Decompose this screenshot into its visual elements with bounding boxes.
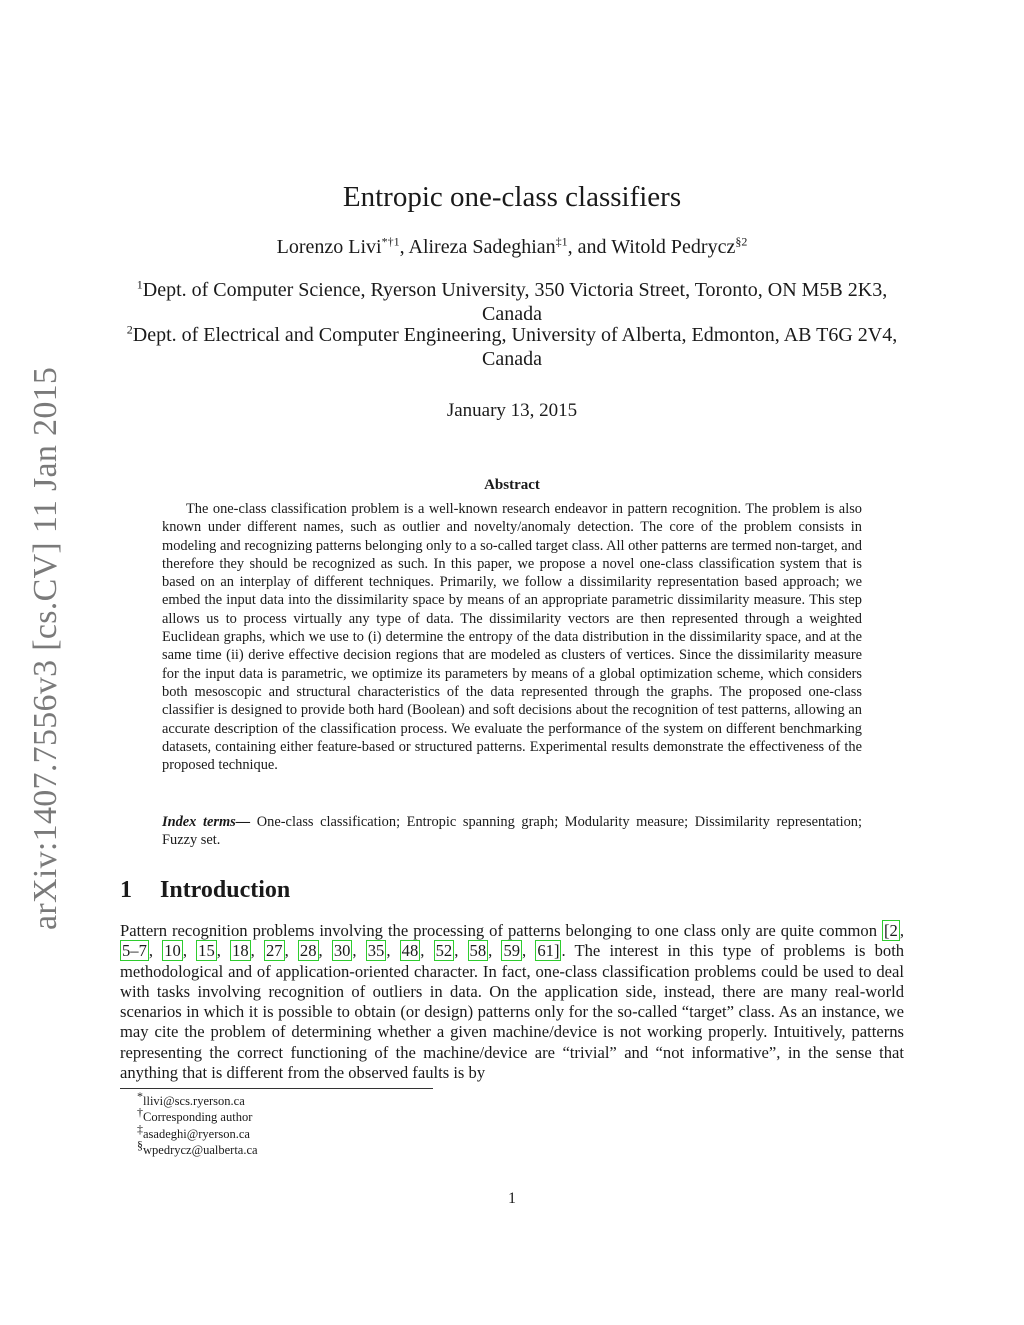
- index-terms: [162, 813, 862, 850]
- citation-link[interactable]: [2: [884, 921, 898, 940]
- citation-link[interactable]: 48: [401, 941, 419, 961]
- footnote-email[interactable]: asadeghi@ryerson.ca: [143, 1126, 250, 1141]
- paper-date: January 13, 2015: [446, 400, 578, 421]
- footnote-email[interactable]: llivi@scs.ryerson.ca: [143, 1094, 245, 1108]
- affiliation-text: Dept. of Electrical and Computer Engineering, University of Alberta, Edmonton, AB T6G 2V4, Canada: [132, 324, 898, 370]
- footnote-item: [137, 1088, 258, 1109]
- index-terms-label: Index terms—: [162, 814, 251, 830]
- author-mark: ‡1: [555, 234, 568, 249]
- author-separator: , and: [567, 236, 612, 258]
- citation-link[interactable]: 28: [299, 941, 317, 961]
- affiliation-text: Dept. of Computer Science, Ryerson University, 350 Victoria Street, Toronto, ON M5B 2K3, Canada: [142, 279, 888, 325]
- page-number: 1: [508, 1190, 516, 1207]
- footnotes: [137, 1088, 258, 1158]
- citation-separator: ,: [216, 941, 231, 961]
- intro-text-rest: . The interest in this type of problems is both methodological and of application-oriented character. In fact, one-class classification problems could be used to deal with tasks involving recognition of outliers in data. On the application side, instead, there are many real-world scenarios in which it is possible to obtain (or design) patterns only for the so-called “target” class. As an instance, we may cite the problem of determining whether a given machine/device is not working properly. Intuitively, patterns representing the correct functioning of the machine/device are “trivial” and “not informative”, in the sense that anything that is different from the observed faults is by: [120, 941, 905, 1083]
- author-separator: ,: [399, 236, 409, 258]
- footnote-mark: ‡: [137, 1121, 143, 1136]
- intro-text-start: Pattern recognition problems involving the processing of patterns belonging to one class only are quite common: [120, 921, 883, 940]
- footnote-item: [137, 1121, 258, 1142]
- footnote-item: [137, 1105, 258, 1125]
- citation-link[interactable]: 35: [367, 941, 385, 961]
- citation-separator: ,: [386, 941, 400, 961]
- citation-separator: ,: [899, 921, 904, 940]
- citation-separator: ,: [352, 941, 366, 961]
- citation-separator: ,: [250, 941, 264, 961]
- citation-separator: ,: [182, 941, 197, 961]
- author-list: [0, 236, 1024, 259]
- citation-separator: ,: [522, 941, 536, 961]
- author-name: Alireza Sadeghian: [408, 236, 556, 258]
- author-mark: *†1: [381, 234, 400, 249]
- affiliation-mark: 1: [136, 277, 143, 292]
- citation-separator: ,: [318, 941, 332, 961]
- paper-title: Entropic one-class classifiers: [342, 181, 682, 213]
- footnote-rule: [120, 1088, 433, 1089]
- citation-separator: ,: [488, 941, 502, 961]
- footnote-item: [137, 1137, 258, 1158]
- abstract-heading: Abstract: [484, 477, 540, 493]
- citation-link[interactable]: 15: [198, 941, 215, 961]
- introduction-paragraph: [120, 921, 904, 1083]
- citation-link[interactable]: 10: [164, 941, 181, 961]
- author-name: Lorenzo Livi: [276, 236, 382, 258]
- author-name: Witold Pedrycz: [611, 236, 736, 258]
- citation-link[interactable]: 18: [232, 941, 249, 961]
- arxiv-identifier[interactable]: arXiv:1407.7556v3 [cs.CV] 11 Jan 2015: [27, 366, 64, 930]
- citation-link[interactable]: 5–7: [122, 941, 147, 961]
- citation-separator: ,: [454, 941, 468, 961]
- citation-link[interactable]: 61]: [537, 941, 560, 961]
- citation-link[interactable]: 27: [265, 941, 283, 961]
- citation-separator: ,: [420, 941, 434, 961]
- abstract-text: The one-class classification problem is a well-known research endeavor in pattern recognition. The problem is also known under different names, such as outlier and novelty/anomaly detection. The core of the problem consists in modeling and recognizing patterns belonging only to a so-called target class. All other patterns are termed non-target, and therefore they should be recognized as such. In this paper, we propose a novel one-class classification system that is based on an interplay of different techniques. Primarily, we follow a dissimilarity representation based approach; we embed the input data into the dissimilarity space by means of an appropriate parametric dissimilarity measure. This step allows us to process virtually any type of data. The dissimilarity vectors are then represented through a weighted Euclidean graphs, which we use to (i) determine the entropy of the data distribution in the dissimilarity space, and at the same time (ii) derive effective decision regions that are modeled as clusters of vertices. Since the dissimilarity measure for the input data is parametric, we optimize its parameters by means of a global optimization scheme, which considers both mesoscopic and structural characteristics of the data represented through the graphs. The proposed one-class classifier is designed to provide both hard (Boolean) and soft decisions about the recognition of test patterns, allowing an accurate description of the classification process. We evaluate the performance of the system on different benchmarking datasets, containing either feature-based or structured patterns. Experimental results demonstrate the effectiveness of the proposed technique.: [162, 501, 862, 774]
- citation-link[interactable]: 59: [503, 941, 521, 961]
- footnote-mark: §: [137, 1137, 143, 1152]
- author-mark: §2: [735, 234, 748, 249]
- footnote-text: Corresponding author: [143, 1110, 253, 1125]
- affiliation-mark: 2: [126, 322, 133, 337]
- section-heading: [120, 877, 290, 904]
- footnote-email[interactable]: wpedrycz@ualberta.ca: [143, 1142, 258, 1157]
- affiliation-1: [120, 278, 904, 326]
- index-terms-text: One-class classification; Entropic spanning graph; Modularity measure; Dissimilarity representation; Fuzzy set.: [162, 814, 862, 849]
- citation-separator: ,: [284, 941, 298, 961]
- section-title: Introduction: [160, 877, 291, 903]
- section-number: 1: [120, 877, 132, 903]
- citation-link[interactable]: 52: [435, 941, 453, 961]
- footnote-mark: †: [137, 1105, 143, 1120]
- citation-link[interactable]: 30: [333, 941, 351, 961]
- affiliation-2: [120, 323, 904, 371]
- citation-separator: ,: [148, 941, 163, 961]
- citation-link[interactable]: 58: [469, 941, 487, 961]
- footnote-mark: *: [137, 1088, 143, 1103]
